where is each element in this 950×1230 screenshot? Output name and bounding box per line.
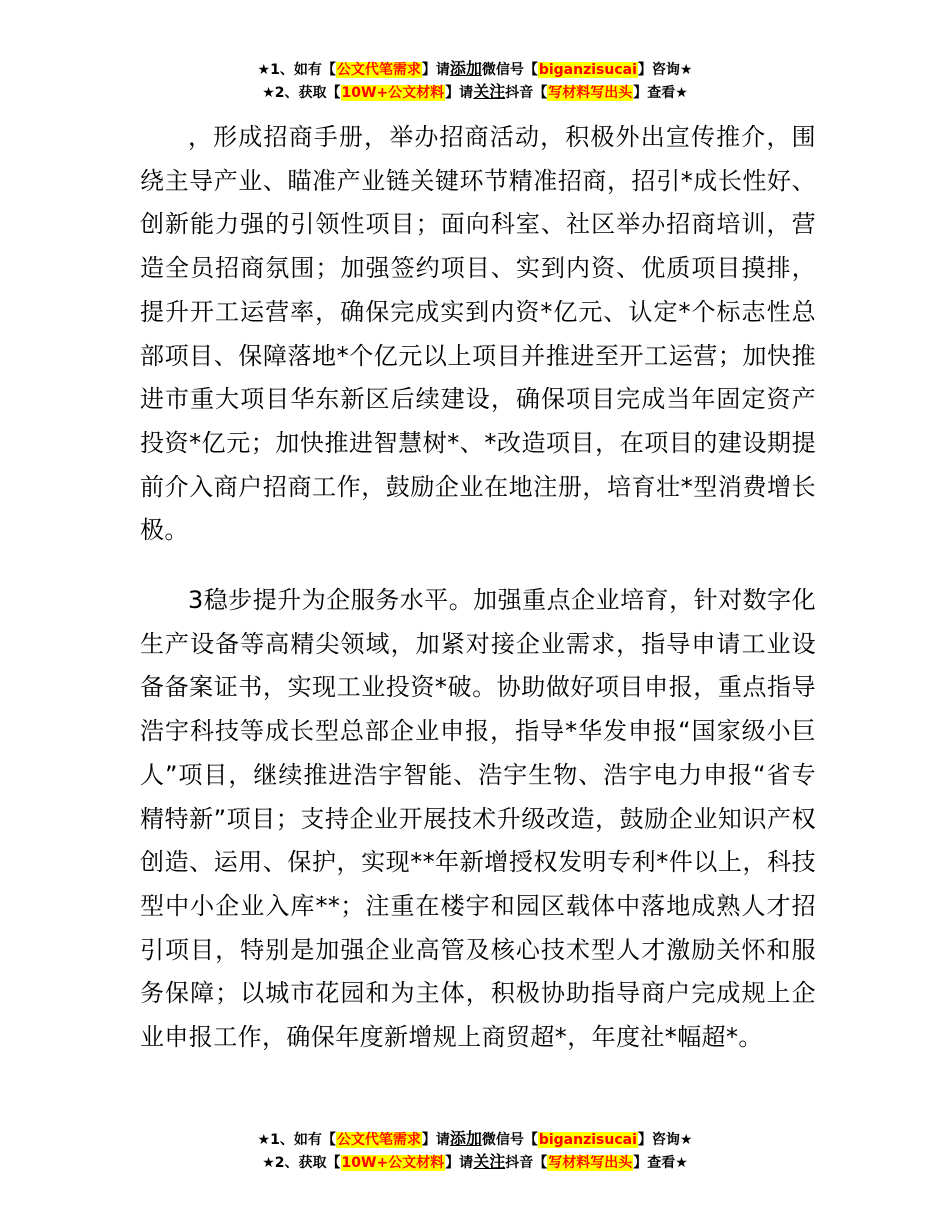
banner-text: 】咨询★ [637,1132,693,1148]
banner-underlined-follow: 关注 [473,82,506,101]
banner-text: 】查看★ [633,85,688,101]
banner-line-1 [0,58,950,81]
banner-highlight-materials: 10W+公文材料 [341,85,445,101]
banner-text: ★1、如有【 [257,62,336,78]
banner-text: 】请 [421,62,450,78]
banner-text: 微信号【 [481,1132,538,1148]
banner-underlined-follow: 关注 [473,1152,506,1171]
banner-line-2 [0,81,950,104]
banner-highlight-wechat-id: biganzisucai [538,1132,637,1148]
banner-highlight-service: 公文代笔需求 [336,62,421,78]
banner-text: ★1、如有【 [257,1132,336,1148]
banner-text: ★2、获取【 [262,1155,341,1171]
banner-line-1 [0,1128,950,1151]
banner-underlined-add: 添加 [449,1129,482,1148]
banner-text: 抖音【 [505,85,548,101]
banner-text: 】咨询★ [637,62,693,78]
banner-text: 微信号【 [481,62,538,78]
banner-highlight-wechat-id: biganzisucai [538,62,637,78]
banner-highlight-douyin: 写材料写出头 [548,85,633,101]
header-banner [0,58,950,104]
banner-text: 】请 [445,85,474,101]
banner-highlight-materials: 10W+公文材料 [341,1155,445,1171]
banner-text: 】请 [445,1155,474,1171]
banner-underlined-add: 添加 [449,59,482,78]
banner-highlight-douyin: 写材料写出头 [548,1155,633,1171]
footer-banner [0,1128,950,1174]
banner-highlight-service: 公文代笔需求 [336,1132,421,1148]
banner-line-2 [0,1151,950,1174]
paragraph-2: 3稳步提升为企服务水平。加强重点企业培育，针对数字化生产设备等高精尖领域，加紧对接企业需求，指导申请工业设备备案证书，实现工业投资*破。协助做好项目申报，重点指导浩宇科技等成长型总部企业申报，指导*华发申报“国家级小巨人”项目，继续推进浩宇智能、浩宇生物、浩宇电力申报“省专精特新”项目；支持企业开展技术升级改造，鼓励企业知识产权创造、运用、保护，实现**年新增授权发明专利*件以上，科技型中小企业入库**；注重在楼宇和园区载体中落地成熟人才招引项目，特别是加强企业高管及核心技术型人才激励关怀和服务保障；以城市花园和为主体，积极协助指导商户完成规上企业申报工作，确保年度新增规上商贸超*，年度社*幅超*。 [140,586,816,1052]
banner-text: 】查看★ [633,1155,688,1171]
banner-text: 抖音【 [505,1155,548,1171]
banner-text: ★2、获取【 [262,85,341,101]
document-body [140,116,816,1060]
paragraph-1: ，形成招商手册，举办招商活动，积极外出宣传推介，围绕主导产业、瞄准产业链关键环节精准招商，招引*成长性好、创新能力强的引领性项目；面向科室、社区举办招商培训，营造全员招商氛围；加强签约项目、实到内资、优质项目摸排，提升开工运营率，确保完成实到内资*亿元、认定*个标志性总部项目、保障落地*个亿元以上项目并推进至开工运营；加快推进市重大项目华东新区后续建设，确保项目完成当年固定资产投资*亿元；加快推进智慧树*、*改造项目，在项目的建设期提前介入商户招商工作，鼓励企业在地注册，培育壮*型消费增长极。 [140,123,816,545]
banner-text: 】请 [421,1132,450,1148]
